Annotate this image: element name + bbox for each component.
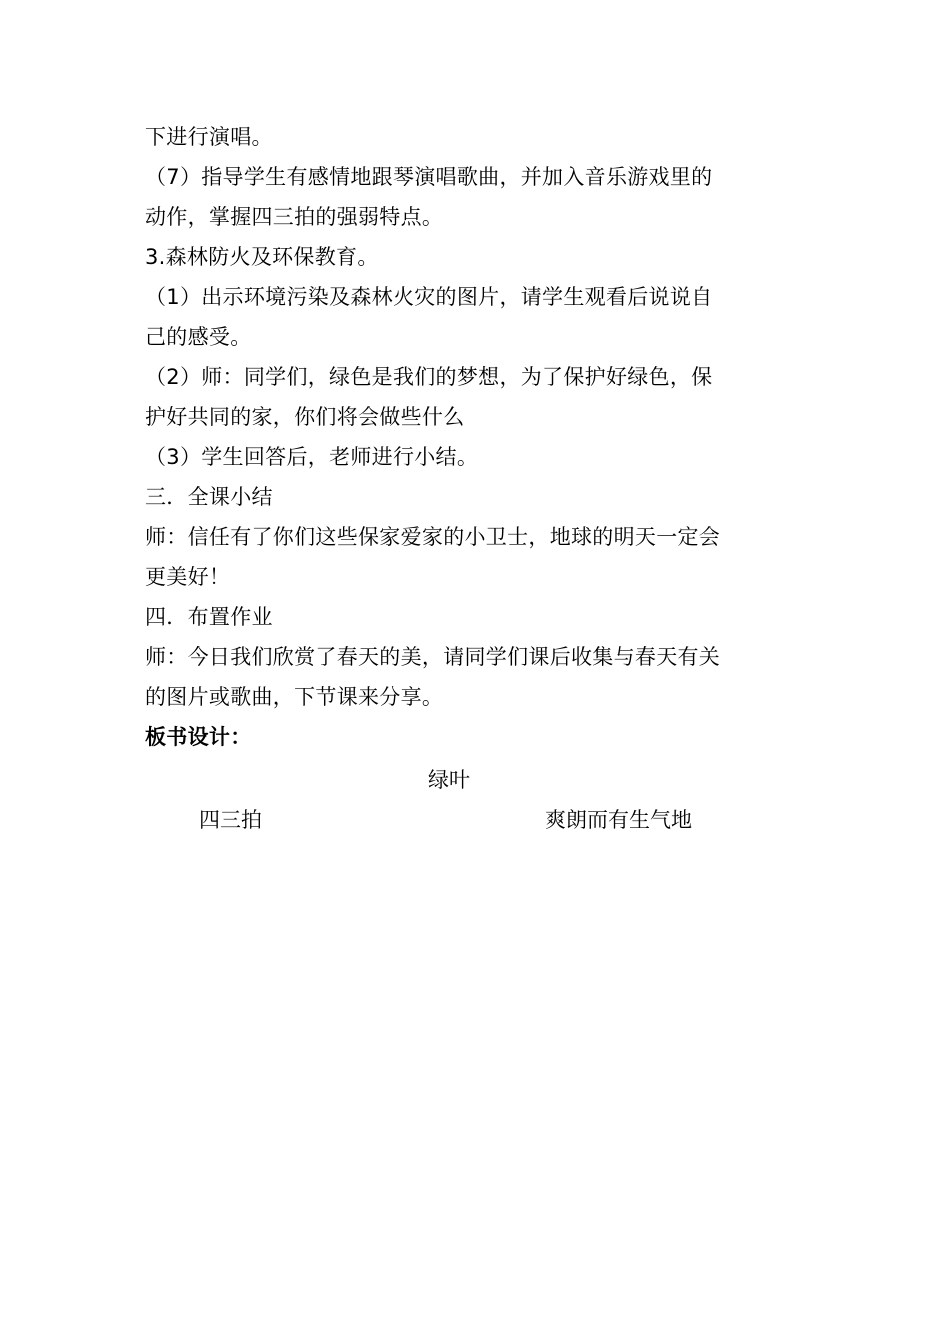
board-design-heading: 板书设计： (145, 725, 252, 749)
board-left-label: 四三拍 (199, 808, 262, 832)
text-line: （1）出示环境污染及森林火灾的图片，请学生观看后说说自 (145, 285, 713, 309)
text-line: （3）学生回答后，老师进行小结。 (145, 445, 479, 469)
text-line: 更美好！ (145, 565, 231, 589)
text-line: 师：信任有了你们这些保家爱家的小卫士，地球的明天一定会 (145, 525, 721, 549)
text-line: 己的感受。 (145, 325, 252, 349)
text-line: （7）指导学生有感情地跟琴演唱歌曲，并加入音乐游戏里的 (145, 165, 713, 189)
text-line: 的图片或歌曲，下节课来分享。 (145, 685, 444, 709)
board-title: 绿叶 (428, 768, 470, 792)
text-line: （2）师：同学们，绿色是我们的梦想，为了保护好绿色，保 (145, 365, 713, 389)
text-line: 下进行演唱。 (145, 125, 273, 149)
section-heading: 三．全课小结 (145, 485, 273, 509)
section-heading: 四．布置作业 (145, 605, 273, 629)
text-line: 动作，掌握四三拍的强弱特点。 (145, 205, 444, 229)
text-line: 护好共同的家，你们将会做些什么 (145, 405, 465, 429)
document-body (145, 117, 765, 757)
text-line: 师：今日我们欣赏了春天的美，请同学们课后收集与春天有关 (145, 645, 721, 669)
text-line: 3.森林防火及环保教育。 (145, 245, 379, 269)
board-right-label: 爽朗而有生气地 (545, 808, 692, 832)
